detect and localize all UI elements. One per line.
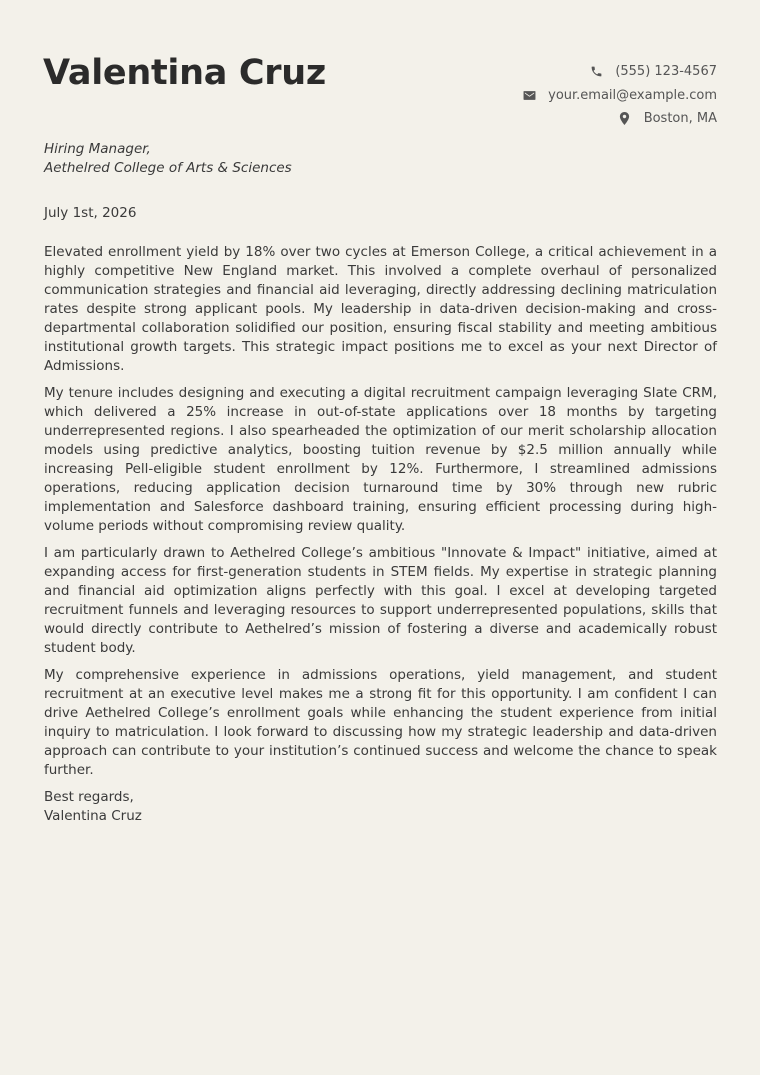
- body-paragraph: My tenure includes designing and executing a digital recruitment campaign leveraging Slate CRM, which delivered a 25% increase in out-of-state applications over 18 months by targeting underrepresented regions. I also spearheaded the optimization of our merit scholarship allocation models using predictive analytics, boosting tuition revenue by $2.5 million annually while increasing Pell-eligible student enrollment by 12%. Furthermore, I streamlined admissions operations, reducing application decision turnaround time by 30% through new rubric implementation and Salesforce dashboard training, ensuring efficient processing during high-volume periods without compromising review quality.: [44, 385, 717, 534]
- recipient-title: Hiring Manager,: [44, 141, 151, 157]
- phone-icon: [589, 65, 603, 79]
- contact-phone: [522, 60, 717, 84]
- body-paragraph: Elevated enrollment yield by 18% over two cycles at Emerson College, a critical achievement in a highly competitive New England market. This involved a complete overhaul of personalized communication strategies and financial aid leveraging, directly addressing declining matriculation rates despite strong applicant pools. My leadership in data-driven decision-making and cross-departmental collaboration solidified our position, ensuring fiscal stability and meeting ambitious institutional growth targets. This strategic impact positions me to excel as your next Director of Admissions.: [44, 244, 717, 374]
- closing-salutation: Best regards,: [44, 789, 134, 805]
- contact-email: [522, 84, 717, 108]
- contact-info: [522, 60, 717, 131]
- recipient-organization: Aethelred College of Arts & Sciences: [44, 160, 292, 176]
- letter-body: [44, 243, 717, 780]
- body-paragraph: My comprehensive experience in admissions operations, yield management, and student recruitment at an executive level makes me a strong fit for this opportunity. I am confident I can drive Aethelred College’s enrollment goals while enhancing the student experience from initial inquiry to matriculation. I look forward to discussing how my strategic leadership and data-driven approach can contribute to your institution’s continued success and welcome the chance to speak further.: [44, 667, 717, 778]
- cover-letter: [44, 48, 717, 826]
- letter-date: July 1st, 2026: [44, 205, 137, 221]
- body-paragraph: I am particularly drawn to Aethelred College’s ambitious "Innovate & Impact" initiative, aimed at expanding access for first-generation students in STEM fields. My expertise in strategic planning and financial aid optimization aligns perfectly with this goal. I excel at developing targeted recruitment funnels and leveraging resources to support underrepresented populations, skills that would directly contribute to Aethelred’s mission of fostering a diverse and academically robust student body.: [44, 545, 717, 656]
- phone-text: (555) 123-4567: [615, 64, 717, 80]
- email-text: your.email@example.com: [548, 87, 717, 103]
- applicant-name: Valentina Cruz: [43, 53, 326, 93]
- letter-header: [44, 48, 717, 140]
- envelope-icon: [522, 88, 536, 102]
- map-pin-icon: [618, 112, 632, 126]
- recipient-block: [44, 140, 717, 178]
- signature-name: Valentina Cruz: [44, 808, 142, 824]
- location-text: Boston, MA: [643, 111, 717, 127]
- contact-location: [522, 107, 717, 131]
- closing-block: [44, 788, 717, 826]
